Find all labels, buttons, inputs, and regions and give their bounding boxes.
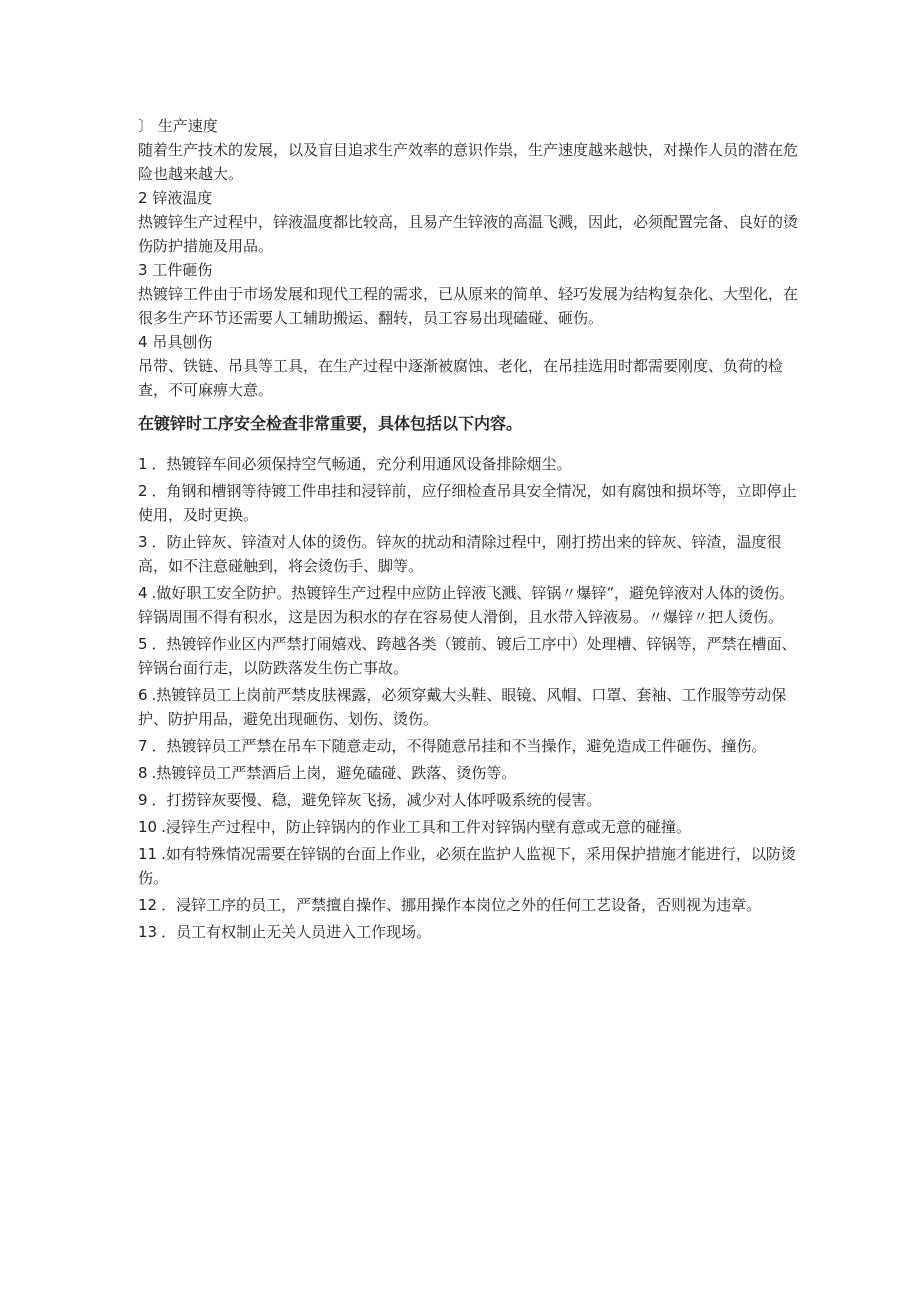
section-title-text: 锌液温度 bbox=[152, 189, 213, 207]
item-number: 8 bbox=[138, 764, 148, 782]
item-number: 3 bbox=[138, 533, 148, 551]
item-text: .热镀锌员工上岗前严禁皮肤裸露，必须穿戴大头鞋、眼镜、风帽、口罩、套袖、工作服等劳动保护、防护用品，避免出现砸伤、划伤、烫伤。 bbox=[138, 686, 787, 728]
list-item bbox=[138, 920, 798, 944]
section-title bbox=[138, 186, 798, 210]
list-item bbox=[138, 530, 798, 578]
item-text: .做好职工安全防护。热镀锌生产过程中应防止锌液飞溅、锌锅〃爆锌“，避免锌液对人体的烫伤。锌锅周围不得有积水，这是因为积水的存在容易使人滑倒，且水带入锌液易。〃爆锌〃把人烫伤。 bbox=[138, 584, 794, 626]
item-number: 6 bbox=[138, 686, 148, 704]
list-item bbox=[138, 734, 798, 758]
item-text: ．浸锌工序的员工，严禁擅自操作、挪用操作本岗位之外的任何工艺设备，否则视为违章。 bbox=[161, 896, 762, 914]
section-title bbox=[138, 258, 798, 282]
section-title-text: 生产速度 bbox=[157, 117, 218, 135]
list-item bbox=[138, 893, 798, 917]
section-number: 3 bbox=[138, 261, 148, 279]
section-number: 〕 bbox=[138, 117, 154, 135]
item-text: ．角钢和槽钢等待镀工件串挂和浸锌前，应仔细检查吊具安全情况，如有腐蚀和损坏等，立即停止使用，及时更换。 bbox=[138, 482, 797, 524]
item-text: .如有特殊情况需要在锌锅的台面上作业，必须在监护人监视下，采用保护措施才能进行，以防烫伤。 bbox=[138, 845, 796, 887]
list-item bbox=[138, 788, 798, 812]
list-item bbox=[138, 761, 798, 785]
list-item bbox=[138, 632, 798, 680]
item-number: 1 bbox=[138, 455, 148, 473]
item-number: 12 bbox=[138, 896, 158, 914]
section-body: 热镀锌工件由于市场发展和现代工程的需求，已从原来的简单、轻巧发展为结构复杂化、大型化，在很多生产环节还需要人工辅助搬运、翻转，员工容易出现磕碰、砸伤。 bbox=[138, 285, 799, 327]
section-body: 吊带、铁链、吊具等工具，在生产过程中逐渐被腐蚀、老化，在吊挂选用时都需要刚度、负荷的检查，不可麻痹大意。 bbox=[138, 357, 784, 399]
section-title-text: 工件砸伤 bbox=[152, 261, 213, 279]
item-text: ．员工有权制止无关人员进入工作现场。 bbox=[161, 923, 432, 941]
section-body: 随着生产技术的发展，以及盲目追求生产效率的意识作祟，生产速度越来越快，对操作人员的潜在危险也越来越大。 bbox=[138, 141, 799, 183]
item-text: ．热镀锌车间必须保持空气畅通，充分利用通风设备排除烟尘。 bbox=[151, 455, 572, 473]
item-text: ．打捞锌灰要慢、稳，避免锌灰飞扬，减少对人体呼吸系统的侵害。 bbox=[151, 791, 602, 809]
item-text: ．防止锌灰、锌渣对人体的烫伤。锌灰的扰动和清除过程中，刚打捞出来的锌灰、锌渣，温度很高，如不注意碰触到，将会烫伤手、脚等。 bbox=[138, 533, 782, 575]
item-number: 5 bbox=[138, 635, 148, 653]
list-item bbox=[138, 683, 798, 731]
document-content bbox=[138, 114, 798, 947]
item-text: .热镀锌员工严禁酒后上岗，避免磕碰、跌落、烫伤等。 bbox=[151, 764, 517, 782]
list-item bbox=[138, 581, 798, 629]
section-title-text: 吊具刨伤 bbox=[152, 333, 213, 351]
item-text: .浸锌生产过程中，防止锌锅内的作业工具和工件对锌锅内壁有意或无意的碰撞。 bbox=[161, 818, 691, 836]
list-item bbox=[138, 452, 798, 476]
section-number: 4 bbox=[138, 333, 148, 351]
section-number: 2 bbox=[138, 189, 148, 207]
list-item bbox=[138, 842, 798, 890]
item-text: ．热镀锌员工严禁在吊车下随意走动，不得随意吊挂和不当操作，避免造成工件砸伤、撞伤。 bbox=[151, 737, 767, 755]
safety-heading: 在镀锌时工序安全检查非常重要，具体包括以下内容。 bbox=[138, 414, 523, 433]
list-item bbox=[138, 479, 798, 527]
item-number: 10 bbox=[138, 818, 158, 836]
item-number: 2 bbox=[138, 482, 148, 500]
list-item bbox=[138, 815, 798, 839]
item-number: 9 bbox=[138, 791, 148, 809]
item-number: 13 bbox=[138, 923, 158, 941]
item-text: ．热镀锌作业区内严禁打闹嬉戏、跨越各类（镀前、镀后工序中）处理槽、锌锅等，严禁在槽面、锌锅台面行走，以防跌落发生伤亡事故。 bbox=[138, 635, 797, 677]
item-number: 7 bbox=[138, 737, 148, 755]
item-number: 11 bbox=[138, 845, 158, 863]
item-number: 4 bbox=[138, 584, 148, 602]
section-title bbox=[138, 114, 798, 138]
section-title bbox=[138, 330, 798, 354]
section-body: 热镀锌生产过程中，锌液温度都比较高，且易产生锌液的高温飞溅，因此，必须配置完备、良好的烫伤防护措施及用品。 bbox=[138, 213, 799, 255]
